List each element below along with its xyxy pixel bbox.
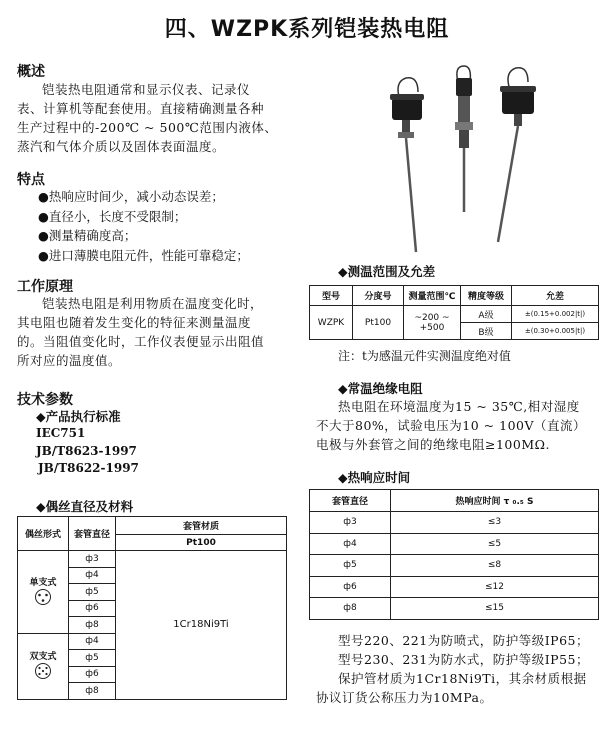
- feature-item: ●进口薄膜电阻元件，性能可靠稳定；: [38, 247, 249, 263]
- thermometer-right: [498, 68, 536, 242]
- standard-item: IEC751: [36, 426, 86, 440]
- models-line: 型号220、221为防喷式，防护等级IP65；: [338, 633, 589, 648]
- double-connector-icon: [34, 662, 52, 680]
- overview-text: [17, 80, 307, 156]
- feature-item: ●热响应时间少，减小动态误差；: [38, 189, 224, 204]
- overview-line: 生产过程中的-200℃ ~ 500℃范围内液体、: [17, 120, 278, 135]
- principle-line: 铠装热电阻是利用物质在温度变化时，: [42, 296, 264, 311]
- range-header-model: 型号: [310, 286, 353, 306]
- overview-heading: 概述: [17, 64, 45, 80]
- double-form-cell: [18, 633, 69, 699]
- feature-item: ●测量精确度高；: [38, 228, 137, 243]
- dia-cell: ф5: [69, 584, 116, 601]
- insulation-text: [316, 397, 606, 454]
- tech-heading: 技术参数: [17, 392, 73, 408]
- page-title: 四、WZPK系列铠装热电阻: [164, 17, 450, 42]
- dia-cell: ф3: [69, 551, 116, 568]
- overview-line: 蒸汽和气体介质以及固体表面温度。: [17, 139, 226, 154]
- grade-cell: B级: [461, 323, 512, 340]
- principle-line: 其电阻也随着发生变化的特征来测量温度: [17, 315, 252, 330]
- wire-table: [17, 516, 287, 700]
- feature-item: ●直径小，长度不受限制；: [38, 208, 187, 224]
- dia-cell: ф6: [69, 666, 116, 683]
- insulation-line: 不大于80%，试验电压为10 ~ 100V（直流）: [316, 418, 586, 433]
- range-span-cell: ~200 ~ +500: [404, 306, 461, 340]
- range-header-span: 测量范围℃: [404, 286, 461, 306]
- models-line: 型号230、231为防水式，防护等级IP55；: [338, 652, 589, 667]
- features-heading: 特点: [17, 172, 45, 188]
- response-time-cell: ≤3: [391, 512, 599, 534]
- overview-line: 表、计算机等配套使用。直接精确测量各种: [17, 101, 265, 116]
- wire-table-header-dia: 套管直径: [69, 517, 116, 551]
- standards-list: [36, 425, 139, 478]
- range-table: [309, 285, 599, 340]
- response-dia-cell: ф4: [310, 533, 391, 555]
- range-header-index: 分度号: [353, 286, 404, 306]
- dia-cell: ф6: [69, 600, 116, 617]
- principle-heading: 工作原理: [17, 279, 73, 295]
- insulation-line: 热电阻在环境温度为15 ~ 35℃,相对湿度: [338, 399, 580, 414]
- response-time-cell: ≤5: [391, 533, 599, 555]
- response-header-time: 热响应时间 τ ₀.₅ S: [391, 490, 599, 512]
- response-header-dia: 套管直径: [310, 490, 391, 512]
- response-time-cell: ≤15: [391, 598, 599, 620]
- response-dia-cell: ф8: [310, 598, 391, 620]
- range-heading: ◆测温范围及允差: [338, 264, 436, 279]
- insulation-line: 电极与外套管之间的绝缘电阻≥100MΩ.: [316, 437, 550, 452]
- wire-table-header-form: 偶丝形式: [18, 517, 69, 551]
- dia-cell: ф8: [69, 617, 116, 634]
- principle-line: 所对应的温度值。: [17, 353, 122, 368]
- range-index-cell: Pt100: [353, 306, 404, 340]
- models-line: 协议订货公称压力为10MPa。: [316, 690, 493, 705]
- single-form-label: 单支式: [29, 577, 57, 588]
- range-header-grade: 精度等级: [461, 286, 512, 306]
- insulation-heading: ◆常温绝缘电阻: [338, 381, 423, 396]
- response-time-cell: ≤12: [391, 576, 599, 598]
- product-image: [370, 62, 560, 262]
- single-connector-icon: [34, 588, 52, 606]
- response-dia-cell: ф6: [310, 576, 391, 598]
- models-line: 保护管材质为1Cr18Ni9Ti，其余材质根据: [338, 671, 587, 686]
- standard-item: JB/T8622-1997: [38, 461, 139, 475]
- standard-item: JB/T8623-1997: [36, 443, 137, 458]
- principle-text: [17, 294, 307, 370]
- wire-table-header-material: 套管材质: [116, 517, 287, 535]
- dia-cell: ф4: [69, 567, 116, 584]
- response-table: [309, 489, 599, 620]
- response-time-cell: ≤8: [391, 555, 599, 577]
- range-note: 注：t为感温元件实测温度绝对值: [338, 349, 511, 363]
- thermometer-left: [390, 78, 424, 252]
- tolerance-cell: ±(0.30+0.005|t|): [512, 323, 599, 340]
- dia-cell: ф5: [69, 650, 116, 667]
- tolerance-cell: ±(0.15+0.002|t|): [512, 306, 599, 323]
- response-dia-cell: ф3: [310, 512, 391, 534]
- response-heading: ◆热响应时间: [338, 470, 411, 485]
- single-form-cell: [18, 551, 69, 634]
- grade-cell: A级: [461, 306, 512, 323]
- features-list: [38, 187, 249, 265]
- wire-table-title: ◆偶丝直径及材料: [36, 499, 134, 514]
- material-cell: 1Cr18Ni9Ti: [116, 551, 287, 700]
- principle-line: 的。当阻值变化时，工作仪表便显示出阻值: [17, 334, 265, 349]
- dia-cell: ф8: [69, 683, 116, 700]
- standards-title: ◆产品执行标准: [36, 409, 121, 424]
- wire-table-header-pt100: Pt100: [116, 535, 287, 551]
- response-dia-cell: ф5: [310, 555, 391, 577]
- overview-line: 铠装热电阻通常和显示仪表、记录仪: [42, 82, 251, 97]
- thermometer-middle: [455, 66, 473, 212]
- range-model-cell: WZPK: [310, 306, 353, 340]
- double-form-label: 双支式: [29, 652, 57, 662]
- models-text: [316, 631, 611, 707]
- range-header-tolerance: 允差: [512, 286, 599, 306]
- dia-cell: ф4: [69, 633, 116, 650]
